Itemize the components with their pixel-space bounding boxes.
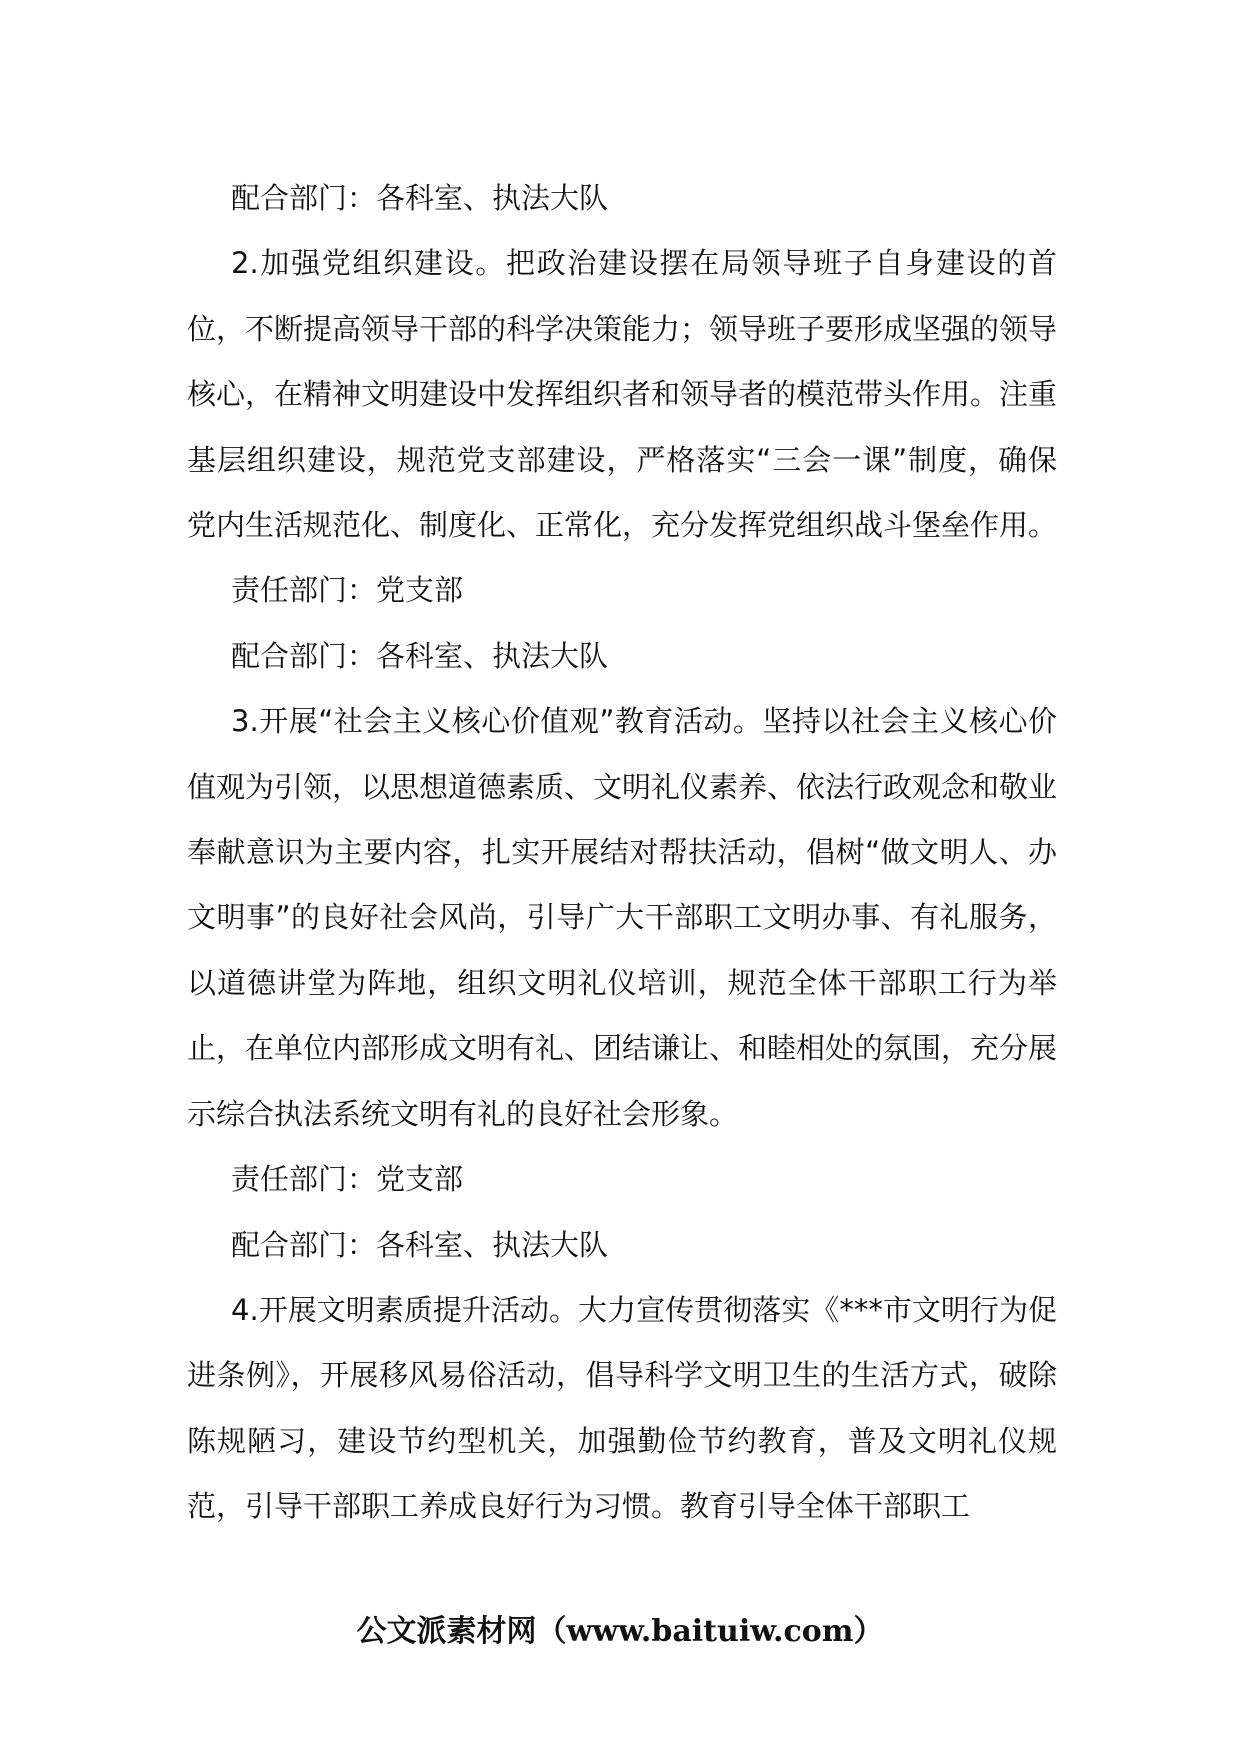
coop-dept-line-3: 配合部门：各科室、执法大队 bbox=[231, 1227, 609, 1262]
coop-dept-line-2: 配合部门：各科室、执法大队 bbox=[231, 638, 609, 673]
paragraph-4-civility: 4.开展文明素质提升活动。大力宣传贯彻落实《***市文明行为促进条例》，开展移风易俗活动，倡导科学文明卫生的生活方式，破除陈规陋习，建设节约型机关，加强勤俭节约教育，普及文明礼仪规范，引导干部职工养成良好行为习惯。教育引导全体干部职工 bbox=[187, 1292, 1057, 1524]
footer-watermark: 公文派素材网（www.baituiw.com） bbox=[356, 1614, 884, 1649]
resp-dept-line-2: 责任部门：党支部 bbox=[231, 573, 464, 608]
paragraph-2-party-building: 2.加强党组织建设。把政治建设摆在局领导班子自身建设的首位，不断提高领导干部的科学决策能力；领导班子要形成坚强的领导核心，在精神文明建设中发挥组织者和领导者的模范带头作用。注重基层组织建设，规范党支部建设，严格落实“三会一课”制度，确保党内生活规范化、制度化、正常化，充分发挥党组织战斗堡垒作用。 bbox=[187, 246, 1058, 543]
paragraph-3-core-values: 3.开展“社会主义核心价值观”教育活动。坚持以社会主义核心价值观为引领，以思想道德素质、文明礼仪素养、依法行政观念和敬业奉献意识为主要内容，扎实开展结对帮扶活动，倡树“做文明人、办文明事”的良好社会风尚，引导广大干部职工文明办事、有礼服务，以道德讲堂为阵地，组织文明礼仪培训，规范全体干部职工行为举止，在单位内部形成文明有礼、团结谦让、和睦相处的氛围，充分展示综合执法系统文明有礼的良好社会形象。 bbox=[187, 704, 1058, 1131]
resp-dept-line-3: 责任部门：党支部 bbox=[231, 1162, 464, 1197]
document-body bbox=[187, 166, 1057, 1540]
coop-dept-line-1: 配合部门：各科室、执法大队 bbox=[231, 181, 609, 215]
